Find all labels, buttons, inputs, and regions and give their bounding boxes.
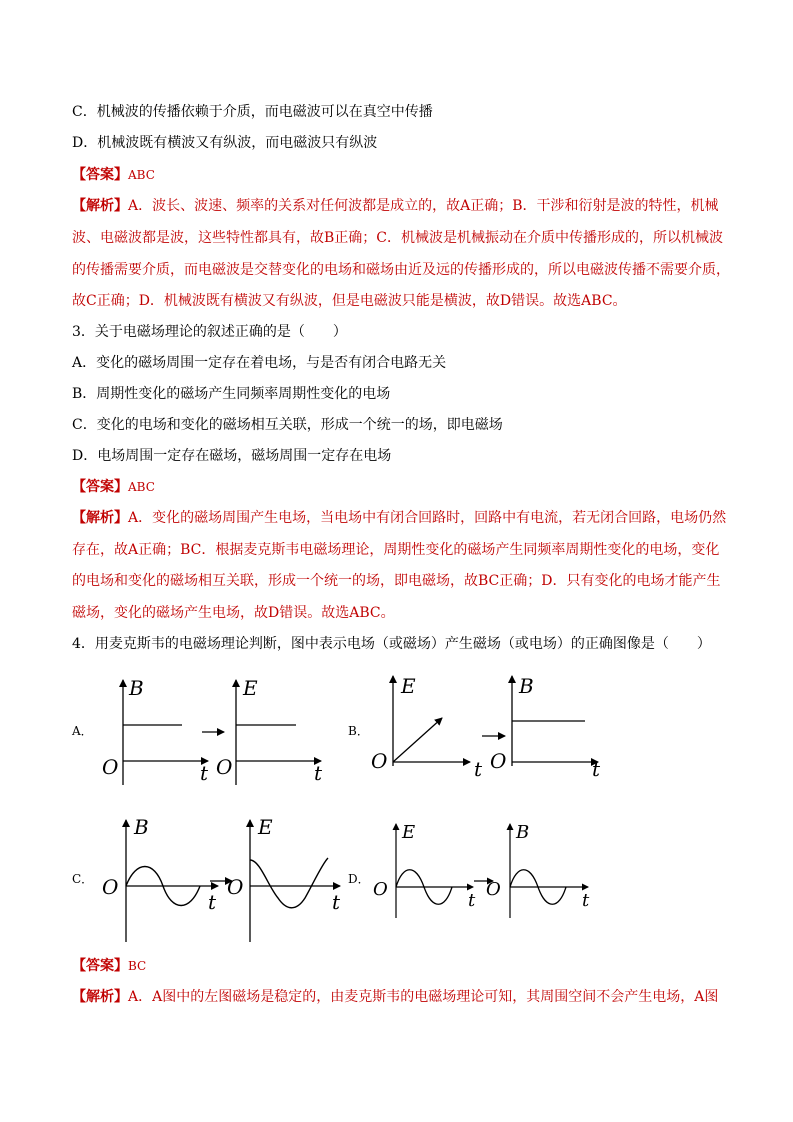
analysis-tag: 【解析】 — [72, 989, 128, 1005]
axis-label-o: O — [216, 755, 233, 779]
q4-graph-c — [100, 812, 350, 942]
axis-label-e: E — [402, 822, 416, 843]
answer-tag: 【答案】 — [72, 167, 128, 183]
q4-option-d-label: D． — [348, 872, 370, 886]
q2-answer — [72, 165, 155, 185]
axis-label-o: O — [490, 749, 507, 773]
axis-label-t: t — [332, 890, 341, 914]
q4-stem: 4．用麦克斯韦的电磁场理论判断，图中表示电场（或磁场）产生磁场（或电场）的正确图像是（ ） — [72, 636, 711, 652]
q4-graph-b — [370, 666, 610, 786]
q3-answer — [72, 477, 155, 497]
axis-label-b: B — [519, 674, 534, 698]
q2-analysis-line: 故C正确；D．机械波既有横波又有纵波，但是电磁波只能是横波，故D错误。故选ABC。 — [72, 293, 627, 309]
axis-label-o: O — [102, 875, 119, 899]
axis-label-t: t — [592, 757, 601, 781]
q2-analysis-line: 波、电磁波都是波，这些特性都具有，故B正确；C．机械波是机械振动在介质中传播形成的，所以机械波 — [72, 230, 723, 246]
axis-label-b: B — [129, 676, 144, 700]
q2-option-c: C．机械波的传播依赖于介质，而电磁波可以在真空中传播 — [72, 104, 433, 120]
analysis-text: A．波长、波速、频率的关系对任何波都是成立的，故A正确；B．干涉和衍射是波的特性，机械 — [128, 198, 719, 214]
analysis-tag: 【解析】 — [72, 510, 128, 526]
answer-value: BC — [128, 959, 147, 973]
linear-curve — [393, 718, 442, 762]
q3-analysis-line — [72, 508, 726, 528]
cosine-curve — [250, 858, 328, 908]
axis-label-t: t — [468, 890, 476, 911]
q3-option-a: A．变化的磁场周围一定存在着电场，与是否有闭合电路无关 — [72, 355, 447, 371]
axis-label-e: E — [243, 676, 258, 700]
analysis-tag: 【解析】 — [72, 198, 128, 214]
q3-analysis-line: 磁场，变化的磁场产生电场，故D错误。故选ABC。 — [72, 605, 395, 621]
axis-label-t: t — [474, 757, 483, 781]
q3-option-d: D．电场周围一定存在磁场，磁场周围一定存在电场 — [72, 448, 392, 464]
q4-graph-d — [370, 818, 605, 918]
axis-label-t: t — [208, 890, 217, 914]
answer-value: ABC — [128, 480, 155, 494]
axis-label-o: O — [371, 749, 388, 773]
axis-label-o: O — [102, 755, 119, 779]
q2-option-d: D．机械波既有横波又有纵波，而电磁波只有纵波 — [72, 135, 378, 151]
answer-value: ABC — [128, 168, 155, 182]
axis-label-t: t — [582, 890, 590, 911]
axis-label-b: B — [134, 815, 149, 839]
answer-tag: 【答案】 — [72, 479, 128, 495]
q2-analysis-line — [72, 196, 722, 216]
axis-label-e: E — [258, 815, 273, 839]
axis-label-e: E — [401, 674, 416, 698]
axis-label-o: O — [373, 879, 388, 900]
q3-option-b: B．周期性变化的磁场产生同频率周期性变化的电场 — [72, 386, 391, 402]
q3-analysis-line: 的电场和变化的磁场相互关联，形成一个统一的场，即电磁场，故BC正确；D．只有变化的电场才能产生 — [72, 573, 721, 589]
q3-analysis-line: 存在，故A正确；BC．根据麦克斯韦电磁场理论，周期性变化的磁场产生同频率周期性变化的电场，变化 — [72, 542, 720, 558]
q4-graph-a — [96, 670, 346, 790]
q4-answer — [72, 956, 146, 976]
q3-option-c: C．变化的电场和变化的磁场相互关联，形成一个统一的场，即电磁场 — [72, 417, 503, 433]
axis-label-t: t — [200, 761, 209, 785]
q4-option-c-label: C． — [72, 872, 94, 886]
q3-stem: 3．关于电磁场理论的叙述正确的是（ ） — [72, 324, 347, 340]
analysis-text: A．变化的磁场周围产生电场，当电场中有闭合回路时，回路中有电流，若无闭合回路，电场仍然 — [128, 510, 727, 526]
q4-option-a-label: A． — [72, 724, 93, 738]
axis-label-b: B — [516, 822, 530, 843]
analysis-text: A．A图中的左图磁场是稳定的，由麦克斯韦的电磁场理论可知，其周围空间不会产生电场，A图 — [128, 989, 719, 1005]
axis-label-o: O — [227, 875, 244, 899]
axis-label-t: t — [314, 761, 323, 785]
q4-analysis-line — [72, 987, 718, 1007]
q2-analysis-line: 的传播需要介质，而电磁波是交替变化的电场和磁场由近及远的传播形成的，所以电磁波传播不需要介质， — [72, 262, 730, 278]
axis-label-o: O — [486, 879, 501, 900]
answer-tag: 【答案】 — [72, 958, 128, 974]
q4-option-b-label: B． — [348, 724, 369, 738]
